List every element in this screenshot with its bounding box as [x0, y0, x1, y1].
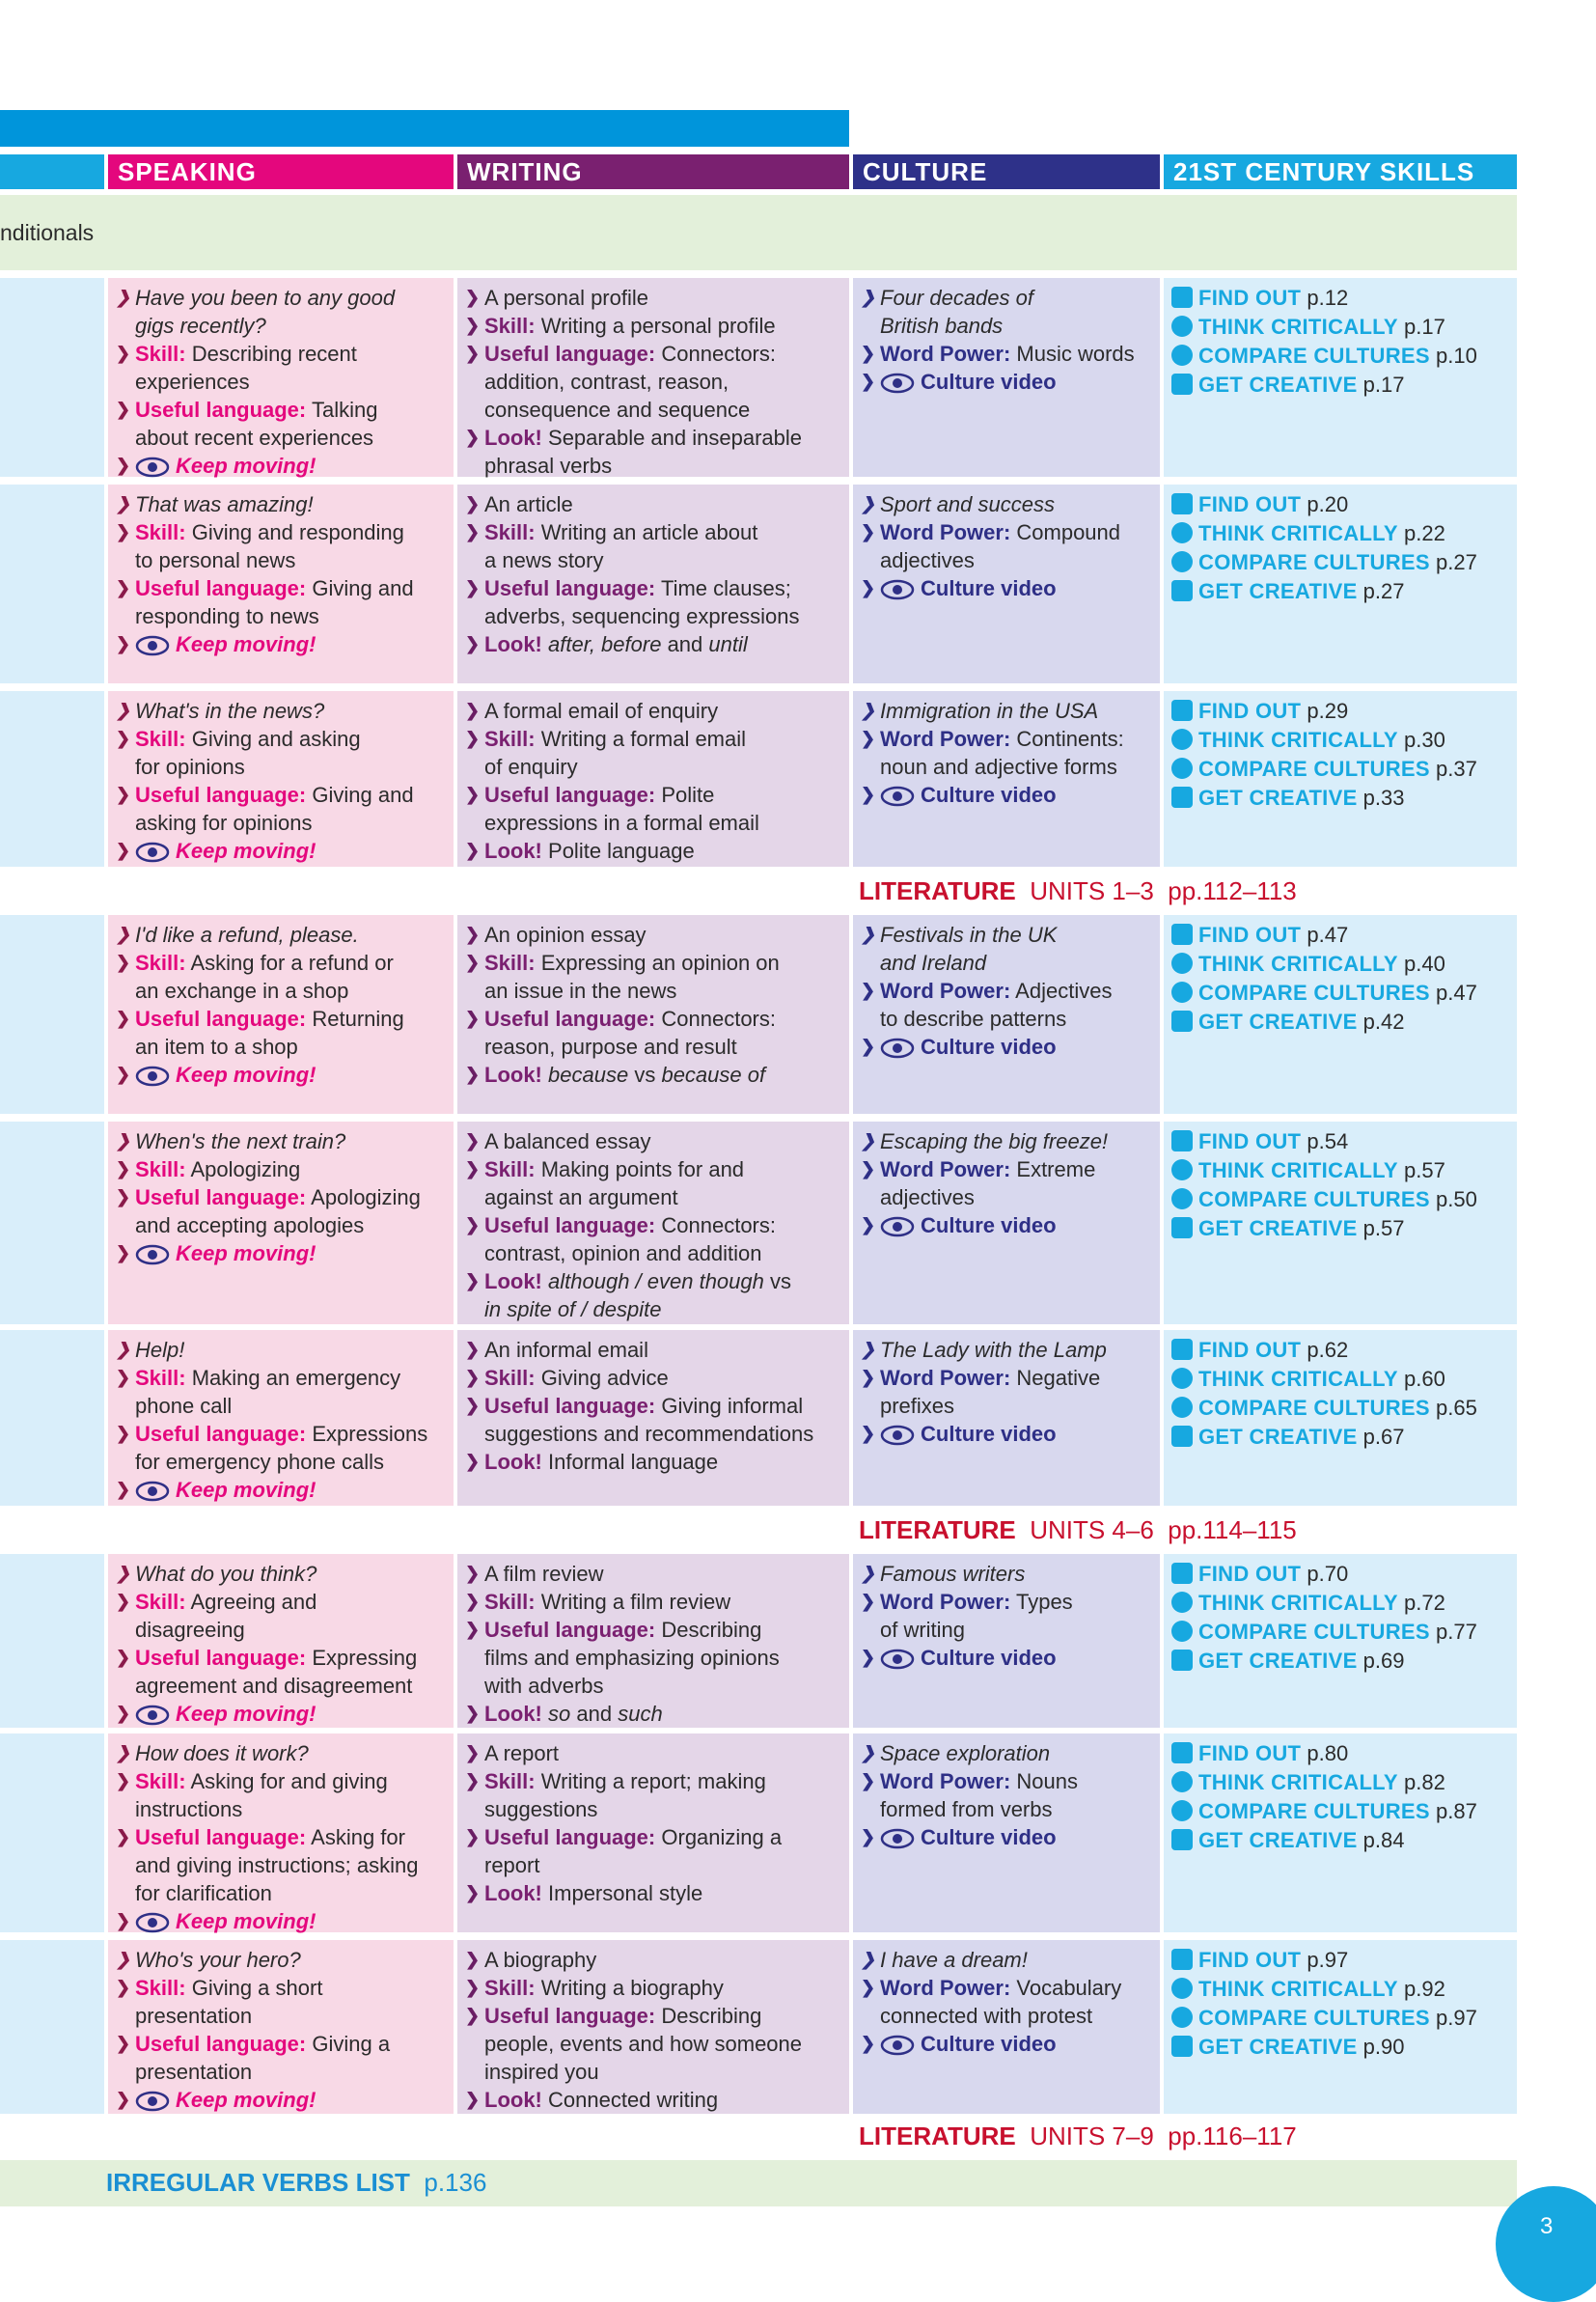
culture-cell-7: ❯ Famous writers ❯ Word Power: Types of writing ❯ Culture video [853, 1554, 1160, 1728]
writing-cell-9: ❯ A biography ❯ Skill: Writing a biography ❯ Useful language: Describing people, events and how someone inspired you ❯ Look! Connected writing [457, 1940, 849, 2114]
culture-video-link[interactable]: Culture video [921, 2032, 1057, 2056]
globe-icon [1171, 345, 1193, 366]
left-stub-5 [0, 1122, 104, 1324]
skills-cell-3: FIND OUT p.29 THINK CRITICALLY p.30 COMPARE CULTURES p.37 GET CREATIVE p.33 [1164, 691, 1517, 867]
eye-icon [135, 1244, 170, 1265]
culture-video-link[interactable]: Culture video [921, 1035, 1057, 1059]
eye-icon [880, 1425, 915, 1446]
skills-cell-2: FIND OUT p.20 THINK CRITICALLY p.22 COMPARE CULTURES p.27 GET CREATIVE p.27 [1164, 485, 1517, 683]
speaking-cell-6: ❯ Help! ❯ Skill: Making an emergency phone call ❯ Useful language: Expressions for emergency phone calls ❯ Keep moving! [108, 1330, 454, 1506]
keep-moving-link[interactable]: Keep moving! [176, 2088, 316, 2112]
header-writing: WRITING [457, 154, 849, 189]
eye-icon [880, 1216, 915, 1237]
globe-icon [1171, 758, 1193, 779]
keep-moving-link[interactable]: Keep moving! [176, 1478, 316, 1502]
skills-cell-5: FIND OUT p.54 THINK CRITICALLY p.57 COMPARE CULTURES p.50 GET CREATIVE p.57 [1164, 1122, 1517, 1324]
eye-icon [135, 635, 170, 656]
culture-cell-9: ❯ I have a dream! ❯ Word Power: Vocabulary connected with protest ❯ Culture video [853, 1940, 1160, 2114]
literature-link-3[interactable]: LITERATURE UNITS 7–9 pp.116–117 [859, 2122, 1297, 2150]
keep-moving-link[interactable]: Keep moving! [176, 839, 316, 863]
culture-cell-1: ❯ Four decades of British bands ❯ Word Power: Music words ❯ Culture video [853, 278, 1160, 477]
writing-cell-7: ❯ A film review ❯ Skill: Writing a film review ❯ Useful language: Describing films and emphasizing opinions with adverbs ❯ Look! so and such [457, 1554, 849, 1728]
culture-cell-3: ❯ Immigration in the USA ❯ Word Power: Continents: noun and adjective forms ❯ Culture video [853, 691, 1160, 867]
speech-bubble-icon [1171, 316, 1193, 337]
speech-bubble-icon [1171, 1368, 1193, 1389]
keep-moving-link[interactable]: Keep moving! [176, 632, 316, 656]
writing-cell-4: ❯ An opinion essay ❯ Skill: Expressing an opinion on an issue in the news ❯ Useful language: Connectors: reason, purpose and result ❯ Look! because vs because of [457, 915, 849, 1114]
lightbulb-icon [1171, 1829, 1193, 1850]
culture-video-link[interactable]: Culture video [921, 783, 1057, 807]
lightbulb-icon [1171, 580, 1193, 601]
speech-bubble-icon [1171, 1159, 1193, 1180]
left-stub-4 [0, 915, 104, 1114]
eye-icon [880, 1828, 915, 1849]
speaking-cell-9: ❯ Who's your hero? ❯ Skill: Giving a short presentation ❯ Useful language: Giving a presentation ❯ Keep moving! [108, 1940, 454, 2114]
skills-cell-8: FIND OUT p.80 THINK CRITICALLY p.82 COMPARE CULTURES p.87 GET CREATIVE p.84 [1164, 1733, 1517, 1932]
keep-moving-link[interactable]: Keep moving! [176, 454, 316, 478]
globe-icon [1171, 1621, 1193, 1642]
speech-bubble-icon [1171, 1978, 1193, 1999]
lightbulb-icon [1171, 1426, 1193, 1447]
irregular-verbs-link[interactable]: IRREGULAR VERBS LIST p.136 [106, 2168, 487, 2197]
left-stub-3 [0, 691, 104, 867]
header-culture: CULTURE [853, 154, 1160, 189]
grammar-band-text: nditionals [0, 220, 95, 245]
lightbulb-icon [1171, 787, 1193, 808]
left-stub-9 [0, 1940, 104, 2114]
search-icon [1171, 1742, 1193, 1763]
eye-icon [135, 457, 170, 478]
left-stub-6 [0, 1330, 104, 1506]
eye-icon [880, 1038, 915, 1059]
header-21st-century-skills: 21ST CENTURY SKILLS [1164, 154, 1517, 189]
lightbulb-icon [1171, 374, 1193, 395]
culture-video-link[interactable]: Culture video [921, 1422, 1057, 1446]
culture-cell-6: ❯ The Lady with the Lamp ❯ Word Power: Negative prefixes ❯ Culture video [853, 1330, 1160, 1506]
eye-icon [135, 1481, 170, 1502]
culture-cell-5: ❯ Escaping the big freeze! ❯ Word Power: Extreme adjectives ❯ Culture video [853, 1122, 1160, 1324]
speech-bubble-icon [1171, 1771, 1193, 1792]
left-stub-2 [0, 485, 104, 683]
globe-icon [1171, 982, 1193, 1003]
top-color-bar [0, 110, 849, 147]
culture-cell-4: ❯ Festivals in the UK and Ireland ❯ Word Power: Adjectives to describe patterns ❯ Culture video [853, 915, 1160, 1114]
writing-cell-2: ❯ An article ❯ Skill: Writing an article about a news story ❯ Useful language: Time clauses; adverbs, sequencing expressions ❯ Look! after, before and until [457, 485, 849, 683]
eye-icon [135, 1912, 170, 1933]
header-speaking: SPEAKING [108, 154, 454, 189]
culture-video-link[interactable]: Culture video [921, 1646, 1057, 1670]
literature-link-1[interactable]: LITERATURE UNITS 1–3 pp.112–113 [859, 876, 1297, 905]
keep-moving-link[interactable]: Keep moving! [176, 1241, 316, 1265]
eye-icon [135, 842, 170, 863]
eye-icon [880, 2035, 915, 2056]
left-stub-8 [0, 1733, 104, 1932]
search-icon [1171, 1130, 1193, 1151]
culture-video-link[interactable]: Culture video [921, 1213, 1057, 1237]
page-number-badge: 3 [1496, 2186, 1596, 2302]
globe-icon [1171, 2007, 1193, 2028]
culture-cell-8: ❯ Space exploration ❯ Word Power: Nouns formed from verbs ❯ Culture video [853, 1733, 1160, 1932]
speaking-cell-1: ❯ Have you been to any good gigs recently? ❯ Skill: Describing recent experiences ❯ Useful language: Talking about recent experiences ❯ Keep moving! [108, 278, 454, 477]
search-icon [1171, 1949, 1193, 1970]
speaking-cell-5: ❯ When's the next train? ❯ Skill: Apologizing ❯ Useful language: Apologizing and accepting apologies ❯ Keep moving! [108, 1122, 454, 1324]
speaking-title: ❯ Have you been to any good [135, 284, 444, 312]
globe-icon [1171, 1188, 1193, 1209]
search-icon [1171, 1563, 1193, 1584]
writing-cell-3: ❯ A formal email of enquiry ❯ Skill: Writing a formal email of enquiry ❯ Useful language: Polite expressions in a formal email ❯ Look! Polite language [457, 691, 849, 867]
eye-icon [135, 1066, 170, 1087]
lightbulb-icon [1171, 2036, 1193, 2057]
eye-icon [880, 786, 915, 807]
speech-bubble-icon [1171, 522, 1193, 543]
skills-cell-6: FIND OUT p.62 THINK CRITICALLY p.60 COMPARE CULTURES p.65 GET CREATIVE p.67 [1164, 1330, 1517, 1506]
left-stub-1 [0, 278, 104, 477]
globe-icon [1171, 551, 1193, 572]
search-icon [1171, 287, 1193, 308]
speech-bubble-icon [1171, 1592, 1193, 1613]
speech-bubble-icon [1171, 953, 1193, 974]
skills-cell-9: FIND OUT p.97 THINK CRITICALLY p.92 COMPARE CULTURES p.97 GET CREATIVE p.90 [1164, 1940, 1517, 2114]
speaking-cell-8: ❯ How does it work? ❯ Skill: Asking for and giving instructions ❯ Useful language: Asking for and giving instructions; asking for clarification ❯ Keep moving! [108, 1733, 454, 1932]
speaking-cell-7: ❯ What do you think? ❯ Skill: Agreeing and disagreeing ❯ Useful language: Expressing agreement and disagreement ❯ Keep moving! [108, 1554, 454, 1728]
writing-cell-1: ❯ A personal profile ❯ Skill: Writing a personal profile ❯ Useful language: Connectors: addition, contrast, reason, consequence and sequence ❯ Look! Separable and inseparable phrasal verbs [457, 278, 849, 477]
skills-cell-4: FIND OUT p.47 THINK CRITICALLY p.40 COMPARE CULTURES p.47 GET CREATIVE p.42 [1164, 915, 1517, 1114]
literature-link-2[interactable]: LITERATURE UNITS 4–6 pp.114–115 [859, 1515, 1297, 1544]
writing-cell-6: ❯ An informal email ❯ Skill: Giving advice ❯ Useful language: Giving informal suggestions and recommendations ❯ Look! Informal language [457, 1330, 849, 1506]
keep-moving-link[interactable]: Keep moving! [176, 1063, 316, 1087]
globe-icon [1171, 1397, 1193, 1418]
lightbulb-icon [1171, 1650, 1193, 1671]
eye-icon [135, 2091, 170, 2112]
lightbulb-icon [1171, 1217, 1193, 1238]
writing-cell-5: ❯ A balanced essay ❯ Skill: Making points for and against an argument ❯ Useful language: Connectors: contrast, opinion and addition ❯ Look! although / even though vs in spite of / despite [457, 1122, 849, 1324]
eye-icon [880, 579, 915, 600]
search-icon [1171, 1339, 1193, 1360]
eye-icon [880, 1649, 915, 1670]
skills-cell-7: FIND OUT p.70 THINK CRITICALLY p.72 COMPARE CULTURES p.77 GET CREATIVE p.69 [1164, 1554, 1517, 1728]
lightbulb-icon [1171, 1011, 1193, 1032]
culture-video-link[interactable]: Culture video [921, 370, 1057, 394]
speaking-cell-4: ❯ I'd like a refund, please. ❯ Skill: Asking for a refund or an exchange in a shop ❯ Useful language: Returning an item to a shop ❯ Keep moving! [108, 915, 454, 1114]
header-left-stub [0, 154, 104, 189]
culture-cell-2: ❯ Sport and success ❯ Word Power: Compound adjectives ❯ Culture video [853, 485, 1160, 683]
keep-moving-link[interactable]: Keep moving! [176, 1909, 316, 1933]
writing-cell-8: ❯ A report ❯ Skill: Writing a report; making suggestions ❯ Useful language: Organizing a report ❯ Look! Impersonal style [457, 1733, 849, 1932]
keep-moving-link[interactable]: Keep moving! [176, 1702, 316, 1726]
search-icon [1171, 493, 1193, 514]
culture-video-link[interactable]: Culture video [921, 1825, 1057, 1849]
speaking-cell-3: ❯ What's in the news? ❯ Skill: Giving and asking for opinions ❯ Useful language: Giving and asking for opinions ❯ Keep moving! [108, 691, 454, 867]
search-icon [1171, 700, 1193, 721]
eye-icon [135, 1705, 170, 1726]
globe-icon [1171, 1800, 1193, 1821]
culture-video-link[interactable]: Culture video [921, 576, 1057, 600]
left-stub-7 [0, 1554, 104, 1728]
speaking-cell-2: ❯ That was amazing! ❯ Skill: Giving and responding to personal news ❯ Useful language: Giving and responding to news ❯ Keep moving! [108, 485, 454, 683]
search-icon [1171, 924, 1193, 945]
speech-bubble-icon [1171, 729, 1193, 750]
eye-icon [880, 373, 915, 394]
grammar-band [0, 195, 1517, 270]
skills-cell-1: FIND OUT p.12 THINK CRITICALLY p.17 COMPARE CULTURES p.10 GET CREATIVE p.17 [1164, 278, 1517, 477]
